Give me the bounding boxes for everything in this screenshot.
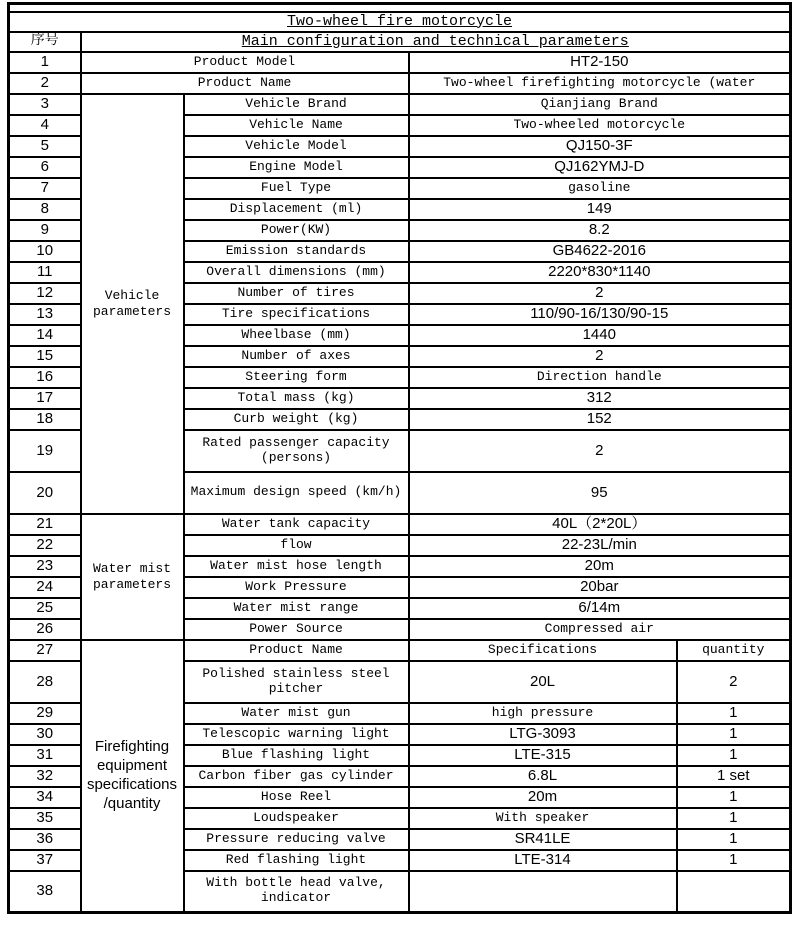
row-number-cell: 15 — [9, 346, 81, 367]
param-label-cell: Number of axes — [184, 346, 409, 367]
param-label-cell: flow — [184, 535, 409, 556]
param-label-cell: Vehicle Name — [184, 115, 409, 136]
quantity-cell: 1 set — [677, 766, 791, 787]
param-label-cell: Pressure reducing valve — [184, 829, 409, 850]
spec-value-cell: LTE-314 — [409, 850, 677, 871]
param-label-cell: Wheelbase (mm) — [184, 325, 409, 346]
row-number-cell: 27 — [9, 640, 81, 661]
spec-value-cell: 20L — [409, 661, 677, 703]
row-number-cell: 6 — [9, 157, 81, 178]
param-label-cell: Water mist range — [184, 598, 409, 619]
quantity-cell: 2 — [677, 661, 791, 703]
param-label-cell: Water mist gun — [184, 703, 409, 724]
table-row — [9, 52, 791, 73]
param-value-cell: Qianjiang Brand — [409, 94, 791, 115]
row-number-cell: 29 — [9, 703, 81, 724]
param-label-cell: Fuel Type — [184, 178, 409, 199]
param-value-cell: 2 — [409, 430, 791, 472]
quantity-cell: 1 — [677, 829, 791, 850]
param-label-cell: Loudspeaker — [184, 808, 409, 829]
param-label-cell: Carbon fiber gas cylinder — [184, 766, 409, 787]
spec-value-cell: 6.8L — [409, 766, 677, 787]
param-label-cell: With bottle head valve, indicator — [184, 871, 409, 913]
param-label-cell: Red flashing light — [184, 850, 409, 871]
param-value-cell: 152 — [409, 409, 791, 430]
quantity-cell: 1 — [677, 850, 791, 871]
row-number-cell: 10 — [9, 241, 81, 262]
quantity-cell: 1 — [677, 808, 791, 829]
param-label-cell: Tire specifications — [184, 304, 409, 325]
param-value-cell: Two-wheel firefighting motorcycle (water — [409, 73, 791, 94]
group-cell: Vehicle parameters — [81, 94, 184, 514]
param-label-cell: Steering form — [184, 367, 409, 388]
row-number-cell: 16 — [9, 367, 81, 388]
row-number-cell: 9 — [9, 220, 81, 241]
row-number-cell: 4 — [9, 115, 81, 136]
row-number-cell: 31 — [9, 745, 81, 766]
param-label-cell: Displacement (ml) — [184, 199, 409, 220]
row-number-cell: 38 — [9, 871, 81, 913]
row-number-cell: 26 — [9, 619, 81, 640]
row-number-cell: 8 — [9, 199, 81, 220]
table-body — [9, 4, 791, 913]
row-number-cell: 3 — [9, 94, 81, 115]
column-header-row — [9, 32, 791, 52]
table-row — [9, 514, 791, 535]
param-value-cell: 312 — [409, 388, 791, 409]
param-label-cell: Product Name — [81, 73, 409, 94]
row-number-cell: 37 — [9, 850, 81, 871]
param-label-cell: Total mass (kg) — [184, 388, 409, 409]
document-title: Two-wheel fire motorcycle — [9, 12, 791, 32]
row-number-cell: 28 — [9, 661, 81, 703]
param-label-cell: Vehicle Brand — [184, 94, 409, 115]
row-number-cell: 25 — [9, 598, 81, 619]
spec-value-cell: LTG-3093 — [409, 724, 677, 745]
param-label-cell: Work Pressure — [184, 577, 409, 598]
param-label-cell: Emission standards — [184, 241, 409, 262]
row-number-cell: 18 — [9, 409, 81, 430]
spec-value-cell: SR41LE — [409, 829, 677, 850]
group-cell: Firefighting equipment specifications /quantity — [81, 640, 184, 913]
table-subtitle: Main configuration and technical parameters — [81, 32, 791, 52]
param-value-cell: 2 — [409, 283, 791, 304]
row-number-cell: 34 — [9, 787, 81, 808]
row-number-cell: 13 — [9, 304, 81, 325]
param-value-cell: QJ150-3F — [409, 136, 791, 157]
param-value-cell: Compressed air — [409, 619, 791, 640]
param-value-cell: 110/90-16/130/90-15 — [409, 304, 791, 325]
group-cell: Water mist parameters — [81, 514, 184, 640]
param-value-cell: GB4622-2016 — [409, 241, 791, 262]
param-value-cell: 20m — [409, 556, 791, 577]
param-value-cell: HT2-150 — [409, 52, 791, 73]
param-label-cell: Power Source — [184, 619, 409, 640]
table-row — [9, 73, 791, 94]
param-label-cell: Vehicle Model — [184, 136, 409, 157]
param-label-cell: Power(KW) — [184, 220, 409, 241]
row-number-cell: 20 — [9, 472, 81, 514]
row-number-cell: 7 — [9, 178, 81, 199]
param-label-cell: Curb weight (kg) — [184, 409, 409, 430]
quantity-cell: 1 — [677, 724, 791, 745]
index-column-header: 序号 — [9, 32, 81, 52]
spec-value-cell — [409, 871, 677, 913]
param-label-cell: Product Name — [184, 640, 409, 661]
row-number-cell: 32 — [9, 766, 81, 787]
quantity-cell: 1 — [677, 787, 791, 808]
param-label-cell: Telescopic warning light — [184, 724, 409, 745]
param-value-cell: 1440 — [409, 325, 791, 346]
param-value-cell: 8.2 — [409, 220, 791, 241]
param-value-cell: 149 — [409, 199, 791, 220]
title-row — [9, 12, 791, 32]
quantity-cell: 1 — [677, 703, 791, 724]
row-number-cell: 11 — [9, 262, 81, 283]
param-value-cell: 6/14m — [409, 598, 791, 619]
quantity-cell: 1 — [677, 745, 791, 766]
row-number-cell: 12 — [9, 283, 81, 304]
param-value-cell: 40L（2*20L） — [409, 514, 791, 535]
param-value-cell: 20bar — [409, 577, 791, 598]
row-number-cell: 36 — [9, 829, 81, 850]
row-number-cell: 22 — [9, 535, 81, 556]
spacer-row — [9, 4, 791, 12]
row-number-cell: 23 — [9, 556, 81, 577]
param-label-cell: Product Model — [81, 52, 409, 73]
param-value-cell: gasoline — [409, 178, 791, 199]
quantity-cell: quantity — [677, 640, 791, 661]
param-label-cell: Overall dimensions (mm) — [184, 262, 409, 283]
param-label-cell: Water mist hose length — [184, 556, 409, 577]
row-number-cell: 1 — [9, 52, 81, 73]
table-row — [9, 94, 791, 115]
param-label-cell: Number of tires — [184, 283, 409, 304]
row-number-cell: 17 — [9, 388, 81, 409]
row-number-cell: 2 — [9, 73, 81, 94]
param-value-cell: QJ162YMJ-D — [409, 157, 791, 178]
row-number-cell: 35 — [9, 808, 81, 829]
param-label-cell: Blue flashing light — [184, 745, 409, 766]
spec-value-cell: With speaker — [409, 808, 677, 829]
spacer-cell — [9, 4, 791, 12]
spec-value-cell: high pressure — [409, 703, 677, 724]
param-value-cell: 2 — [409, 346, 791, 367]
spec-value-cell: LTE-315 — [409, 745, 677, 766]
param-label-cell: Water tank capacity — [184, 514, 409, 535]
row-number-cell: 30 — [9, 724, 81, 745]
table-row — [9, 640, 791, 661]
param-label-cell: Maximum design speed (km/h) — [184, 472, 409, 514]
param-value-cell: Two-wheeled motorcycle — [409, 115, 791, 136]
row-number-cell: 19 — [9, 430, 81, 472]
row-number-cell: 5 — [9, 136, 81, 157]
param-label-cell: Rated passenger capacity (persons) — [184, 430, 409, 472]
row-number-cell: 21 — [9, 514, 81, 535]
row-number-cell: 24 — [9, 577, 81, 598]
param-value-cell: 22-23L/min — [409, 535, 791, 556]
param-value-cell: Direction handle — [409, 367, 791, 388]
quantity-cell — [677, 871, 791, 913]
param-value-cell: 95 — [409, 472, 791, 514]
spec-value-cell: Specifications — [409, 640, 677, 661]
param-label-cell: Engine Model — [184, 157, 409, 178]
param-label-cell: Hose Reel — [184, 787, 409, 808]
param-label-cell: Polished stainless steel pitcher — [184, 661, 409, 703]
specification-table — [7, 2, 792, 914]
param-value-cell: 2220*830*1140 — [409, 262, 791, 283]
row-number-cell: 14 — [9, 325, 81, 346]
spec-value-cell: 20m — [409, 787, 677, 808]
